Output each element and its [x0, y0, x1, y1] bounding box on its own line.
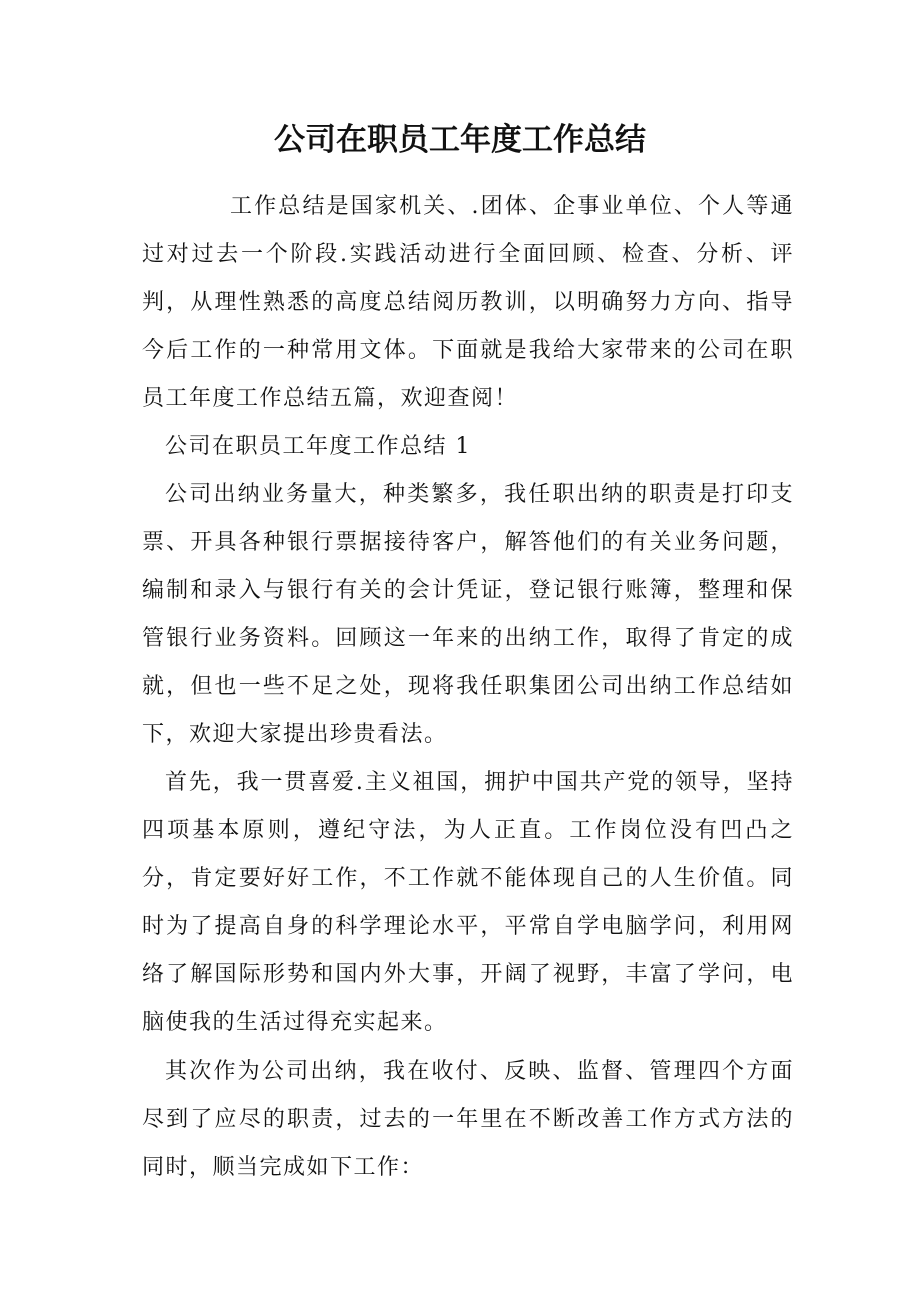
body-paragraph-block-1 [142, 471, 794, 759]
intro-paragraph-block [142, 183, 794, 423]
body-paragraph-block-2 [142, 759, 794, 1047]
intro-paragraph: 工作总结是国家机关、.团体、企事业单位、个人等通过对过去一个阶段.实践活动进行全面回顾、检查、分析、评判，从理性熟悉的高度总结阅历教训，以明确努力方向、指导今后工作的一种常用文体。下面就是我给大家带来的公司在职员工年度工作总结五篇，欢迎查阅！ [142, 194, 794, 411]
document-title: 公司在职员工年度工作总结 [274, 122, 646, 158]
body-paragraph: 首先，我一贯喜爱.主义祖国，拥护中国共产党的领导，坚持四项基本原则，遵纪守法，为人正直。工作岗位没有凹凸之分，肯定要好好工作，不工作就不能体现自己的人生价值。同时为了提高自身的科学理论水平，平常自学电脑学问，利用网络了解国际形势和国内外大事，开阔了视野，丰富了学问，电脑使我的生活过得充实起来。 [142, 770, 794, 1035]
body-paragraph-block-3 [142, 1048, 794, 1192]
section-heading: 公司在职员工年度工作总结 1 [165, 434, 471, 459]
section-heading-block [142, 423, 794, 471]
body-paragraph: 其次作为公司出纳，我在收付、反映、监督、管理四个方面尽到了应尽的职责，过去的一年里在不断改善工作方式方法的同时，顺当完成如下工作： [142, 1059, 794, 1180]
body-paragraph: 公司出纳业务量大，种类繁多，我任职出纳的职责是打印支票、开具各种银行票据接待客户，解答他们的有关业务问题，编制和录入与银行有关的会计凭证，登记银行账簿，整理和保管银行业务资料。回顾这一年来的出纳工作，取得了肯定的成就，但也一些不足之处，现将我任职集团公司出纳工作总结如下，欢迎大家提出珍贵看法。 [142, 482, 794, 747]
